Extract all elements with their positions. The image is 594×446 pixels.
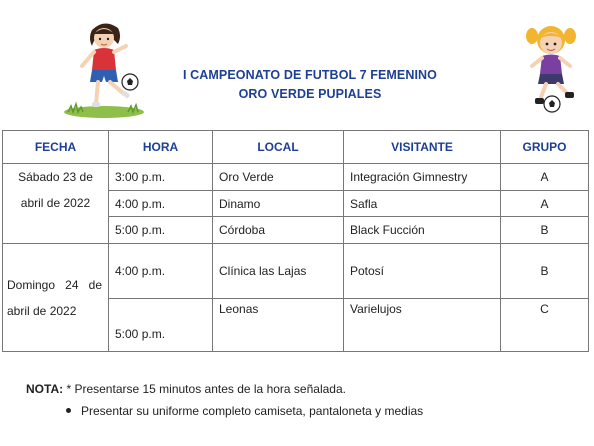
visitante-cell: Potosí xyxy=(344,244,501,299)
grupo-cell: B xyxy=(501,244,589,299)
visitante-cell: Integración Gimnestry xyxy=(344,164,501,191)
note-label: NOTA: xyxy=(26,382,64,396)
bullet-icon xyxy=(66,408,71,413)
hora-cell: 5:00 p.m. xyxy=(109,217,213,244)
hora-cell: 3:00 p.m. xyxy=(109,164,213,191)
visitante-cell: Black Fucción xyxy=(344,217,501,244)
header-fecha: FECHA xyxy=(3,131,109,164)
note-text: * Presentarse 15 minutos antes de la hora señalada. xyxy=(66,382,346,396)
header-hora: HORA xyxy=(109,131,213,164)
local-cell: Córdoba xyxy=(213,217,344,244)
visitante-cell: Varielujos xyxy=(344,299,501,352)
bullet-text: Presentar su uniforme completo camiseta, pantaloneta y medias xyxy=(81,404,424,418)
table-row xyxy=(3,164,589,191)
grupo-cell: A xyxy=(501,191,589,217)
hora-cell: 4:00 p.m. xyxy=(109,244,213,299)
date-cell: Domingo 24 de abril de 2022 xyxy=(3,244,109,352)
girl-running-with-ball-icon xyxy=(520,20,582,114)
grupo-cell: A xyxy=(501,164,589,191)
table-row xyxy=(3,244,589,299)
local-cell: Leonas xyxy=(213,299,344,352)
local-cell: Clínica las Lajas xyxy=(213,244,344,299)
note-line xyxy=(26,378,346,400)
visitante-cell: Safla xyxy=(344,191,501,217)
schedule-table xyxy=(2,130,589,352)
note-bullet-item xyxy=(66,404,423,418)
grupo-cell: B xyxy=(501,217,589,244)
local-cell: Oro Verde xyxy=(213,164,344,191)
notes-section xyxy=(26,378,346,400)
title-line-1: I CAMPEONATO DE FUTBOL 7 FEMENINO xyxy=(182,68,437,82)
date-cell: Sábado 23 de abril de 2022 xyxy=(3,164,109,244)
hora-cell: 4:00 p.m. xyxy=(109,191,213,217)
table-header-row xyxy=(3,131,589,164)
local-cell: Dinamo xyxy=(213,191,344,217)
hora-cell: 5:00 p.m. xyxy=(109,299,213,352)
header-visitante: VISITANTE xyxy=(344,131,501,164)
page-title xyxy=(140,66,480,104)
title-line-2: ORO VERDE PUPIALES xyxy=(238,87,382,101)
header-grupo: GRUPO xyxy=(501,131,589,164)
header-local: LOCAL xyxy=(213,131,344,164)
grupo-cell: C xyxy=(501,299,589,352)
